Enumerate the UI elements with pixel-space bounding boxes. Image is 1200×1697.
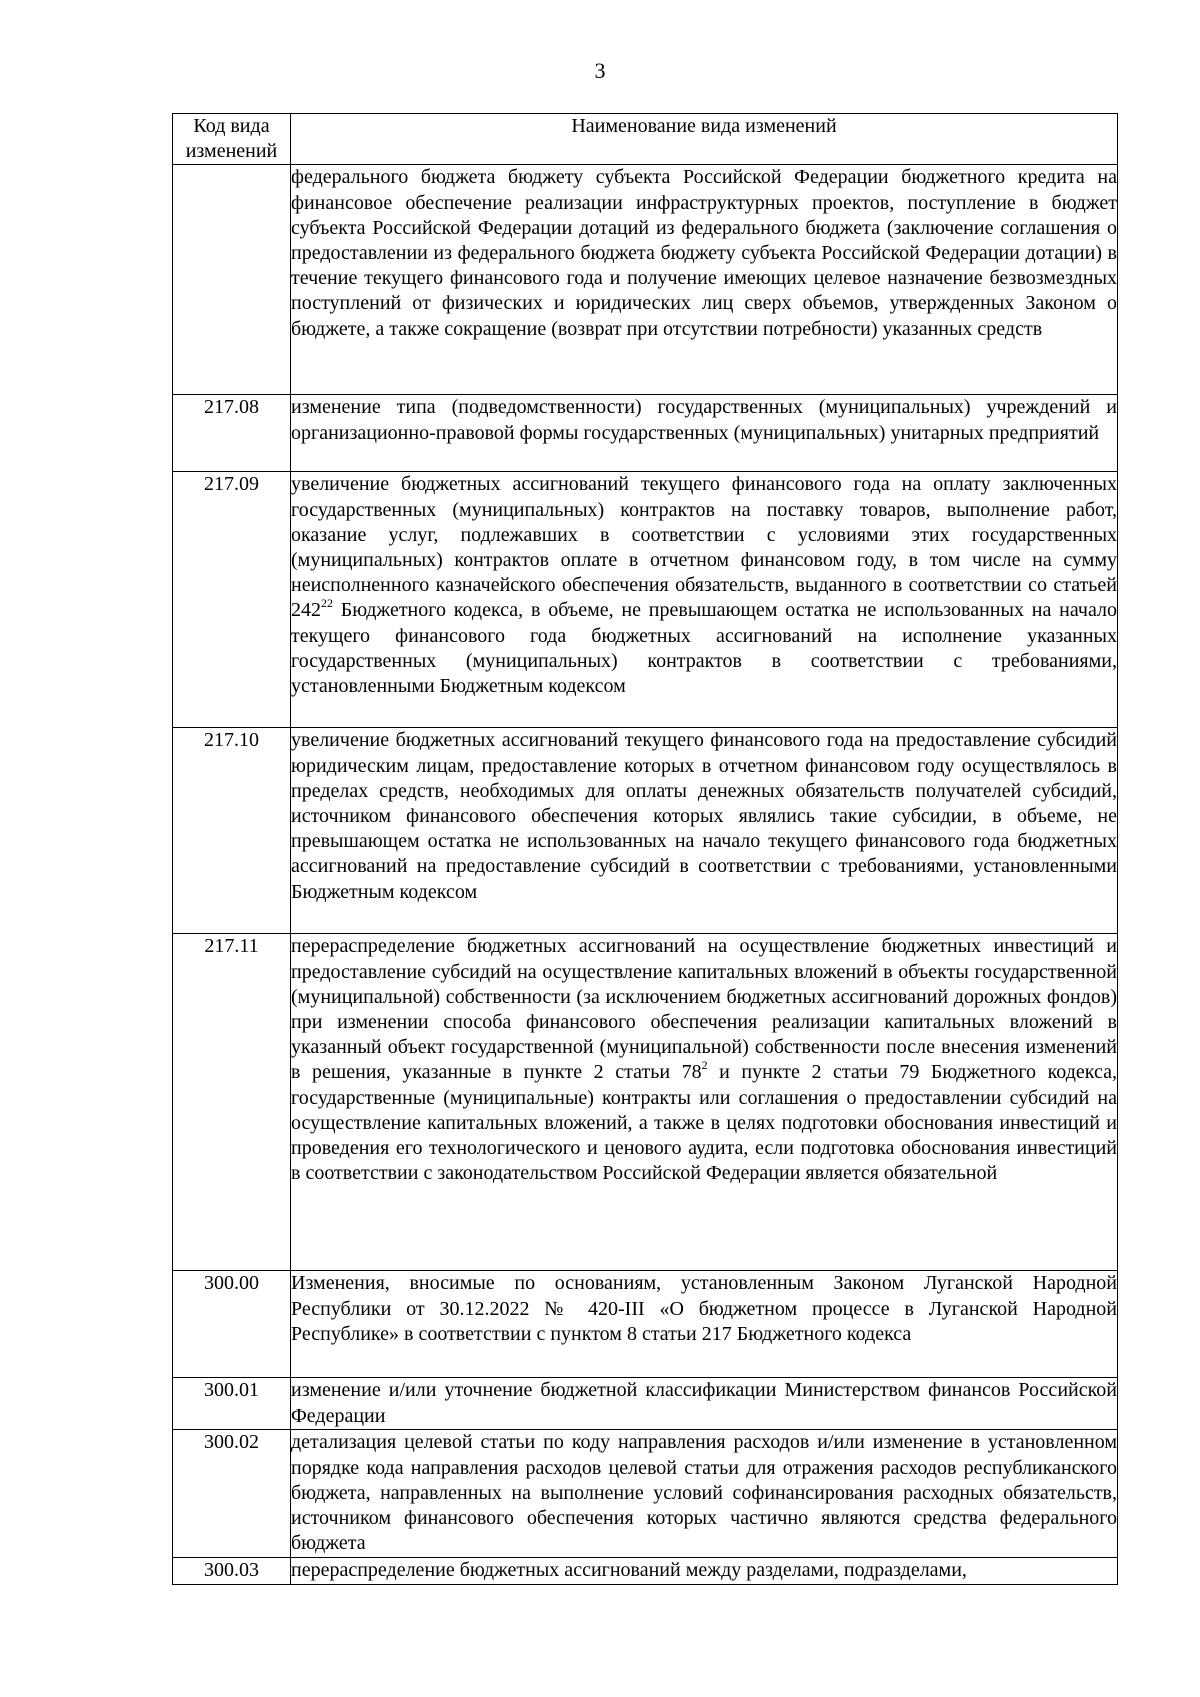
row-text-part: и пункте 2 статьи 79 Бюджетного кодекса, государственные (муниципальные) контракты или соглашения о предоставлении субсидий на осуществление капитальных вложений, а также в целях подготовки обоснования инвестиций и проведения его технологического и ценового аудита, если подготовка обоснования инвестиций в соответствии с законодательством Российской Федерации является обязательной: [291, 1061, 1118, 1185]
header-name-column: Наименование вида изменений: [291, 114, 1118, 165]
table-row-section: [173, 1271, 1118, 1378]
row-description: [291, 934, 1118, 1271]
row-description: федерального бюджета бюджету субъекта Российской Федерации бюджетного кредита на финансовое обеспечение реализации инфраструктурных проектов, поступление в бюджет субъекта Российской Федерации дотаций из федерального бюджета (заключение соглашения о предоставлении из федерального бюджета бюджету субъекта Российской Федерации дотации) в течение текущего финансового года и получение имеющих целевое назначение безвозмездных поступлений от физических и юридических лиц сверх объемов, утвержденных Законом о бюджете, а также сокращение (возврат при отсутствии потребности) указанных средств: [291, 165, 1118, 395]
changes-table: [172, 113, 1118, 1585]
header-code-column: Код вида изменений: [173, 114, 291, 165]
row-code: 300.01: [173, 1378, 291, 1430]
table-row: [173, 395, 1118, 472]
table-row: [173, 165, 1118, 395]
row-code: 217.10: [173, 728, 291, 934]
row-description: изменение типа (подведомственности) государственных (муниципальных) учреждений и организационно-правовой формы государственных (муниципальных) унитарных предприятий: [291, 395, 1118, 472]
row-code: 300.03: [173, 1558, 291, 1585]
row-description: [291, 1558, 1118, 1585]
row-code: 217.11: [173, 934, 291, 1271]
row-description: увеличение бюджетных ассигнований текущего финансового года на предоставление субсидий юридическим лицам, предоставление которых в отчетном финансовом году осуществлялось в пределах средств, необходимых для оплаты денежных обязательств получателей субсидий, источником финансового обеспечения которых являлись такие субсидии, в объеме, не превышающем остатка не использованных на начало текущего финансового года бюджетных ассигнований на предоставление субсидий в соответствии с требованиями, установленными Бюджетным кодексом: [291, 728, 1118, 934]
row-code: 217.08: [173, 395, 291, 472]
row-text-part: Бюджетного кодекса, в объеме, не превышающем остатка не использованных на начало текущего финансового года бюджетных ассигнований на исполнение указанных государственных (муниципальных) контрактов в соответствии с требованиями, установленными Бюджетным кодексом: [291, 599, 1117, 698]
row-description: [291, 472, 1118, 728]
superscript: 22: [321, 596, 333, 611]
row-description: Изменения, вносимые по основаниям, установленным Законом Луганской Народной Республики от 30.12.2022 № 420-III «О бюджетном процессе в Луганской Народной Республике» в соответствии с пунктом 8 статьи 217 Бюджетного кодекса: [291, 1271, 1118, 1378]
table-row: [173, 934, 1118, 1271]
table-row: [173, 1558, 1118, 1585]
row-description: детализация целевой статьи по коду направления расходов и/или изменение в установленном порядке кода направления расходов целевой статьи для отражения расходов республиканского бюджета, направленных на выполнение условий софинансирования расходных обязательств, источником финансового обеспечения которых частично являются средства федерального бюджета: [291, 1430, 1118, 1558]
row-description: изменение и/или уточнение бюджетной классификации Министерством финансов Российской Федерации: [291, 1378, 1118, 1430]
row-code: 300.02: [173, 1430, 291, 1558]
row-description-clip: перераспределение бюджетных ассигнований между разделами, подразделами,: [291, 1559, 967, 1582]
table-row: [173, 472, 1118, 728]
row-text-part: перераспределение бюджетных ассигнований на осуществление бюджетных инвестиций и предоставление субсидий на осуществление капитальных вложений в объекты государственной (муниципальной) собственности (за исключением бюджетных ассигнований дорожных фондов) при изменении способа финансового обеспечения реализации капитальных вложений в указанный объект государственной (муниципальной) собственности после внесения изменений в решения, указанные в пункте 2 статьи 78: [291, 935, 1117, 1084]
row-code: 217.09: [173, 472, 291, 728]
row-text-part: увеличение бюджетных ассигнований текущего финансового года на оплату заключенных государственных (муниципальных) контрактов на поставку товаров, выполнение работ, оказание услуг, подлежавших в соответствии с условиями этих государственных (муниципальных) контрактов оплате в отчетном финансовом году, в том числе на сумму неисполненного казначейского обеспечения обязательств, выданного в соответствии со статьей 242: [291, 473, 1117, 622]
table-row: [173, 728, 1118, 934]
row-code: 300.00: [173, 1271, 291, 1378]
table-row: [173, 1430, 1118, 1558]
table-row: [173, 1378, 1118, 1430]
page-number: 3: [594, 58, 606, 83]
superscript: 2: [701, 1058, 708, 1073]
table-header-row: [173, 114, 1118, 165]
row-code: [173, 165, 291, 395]
